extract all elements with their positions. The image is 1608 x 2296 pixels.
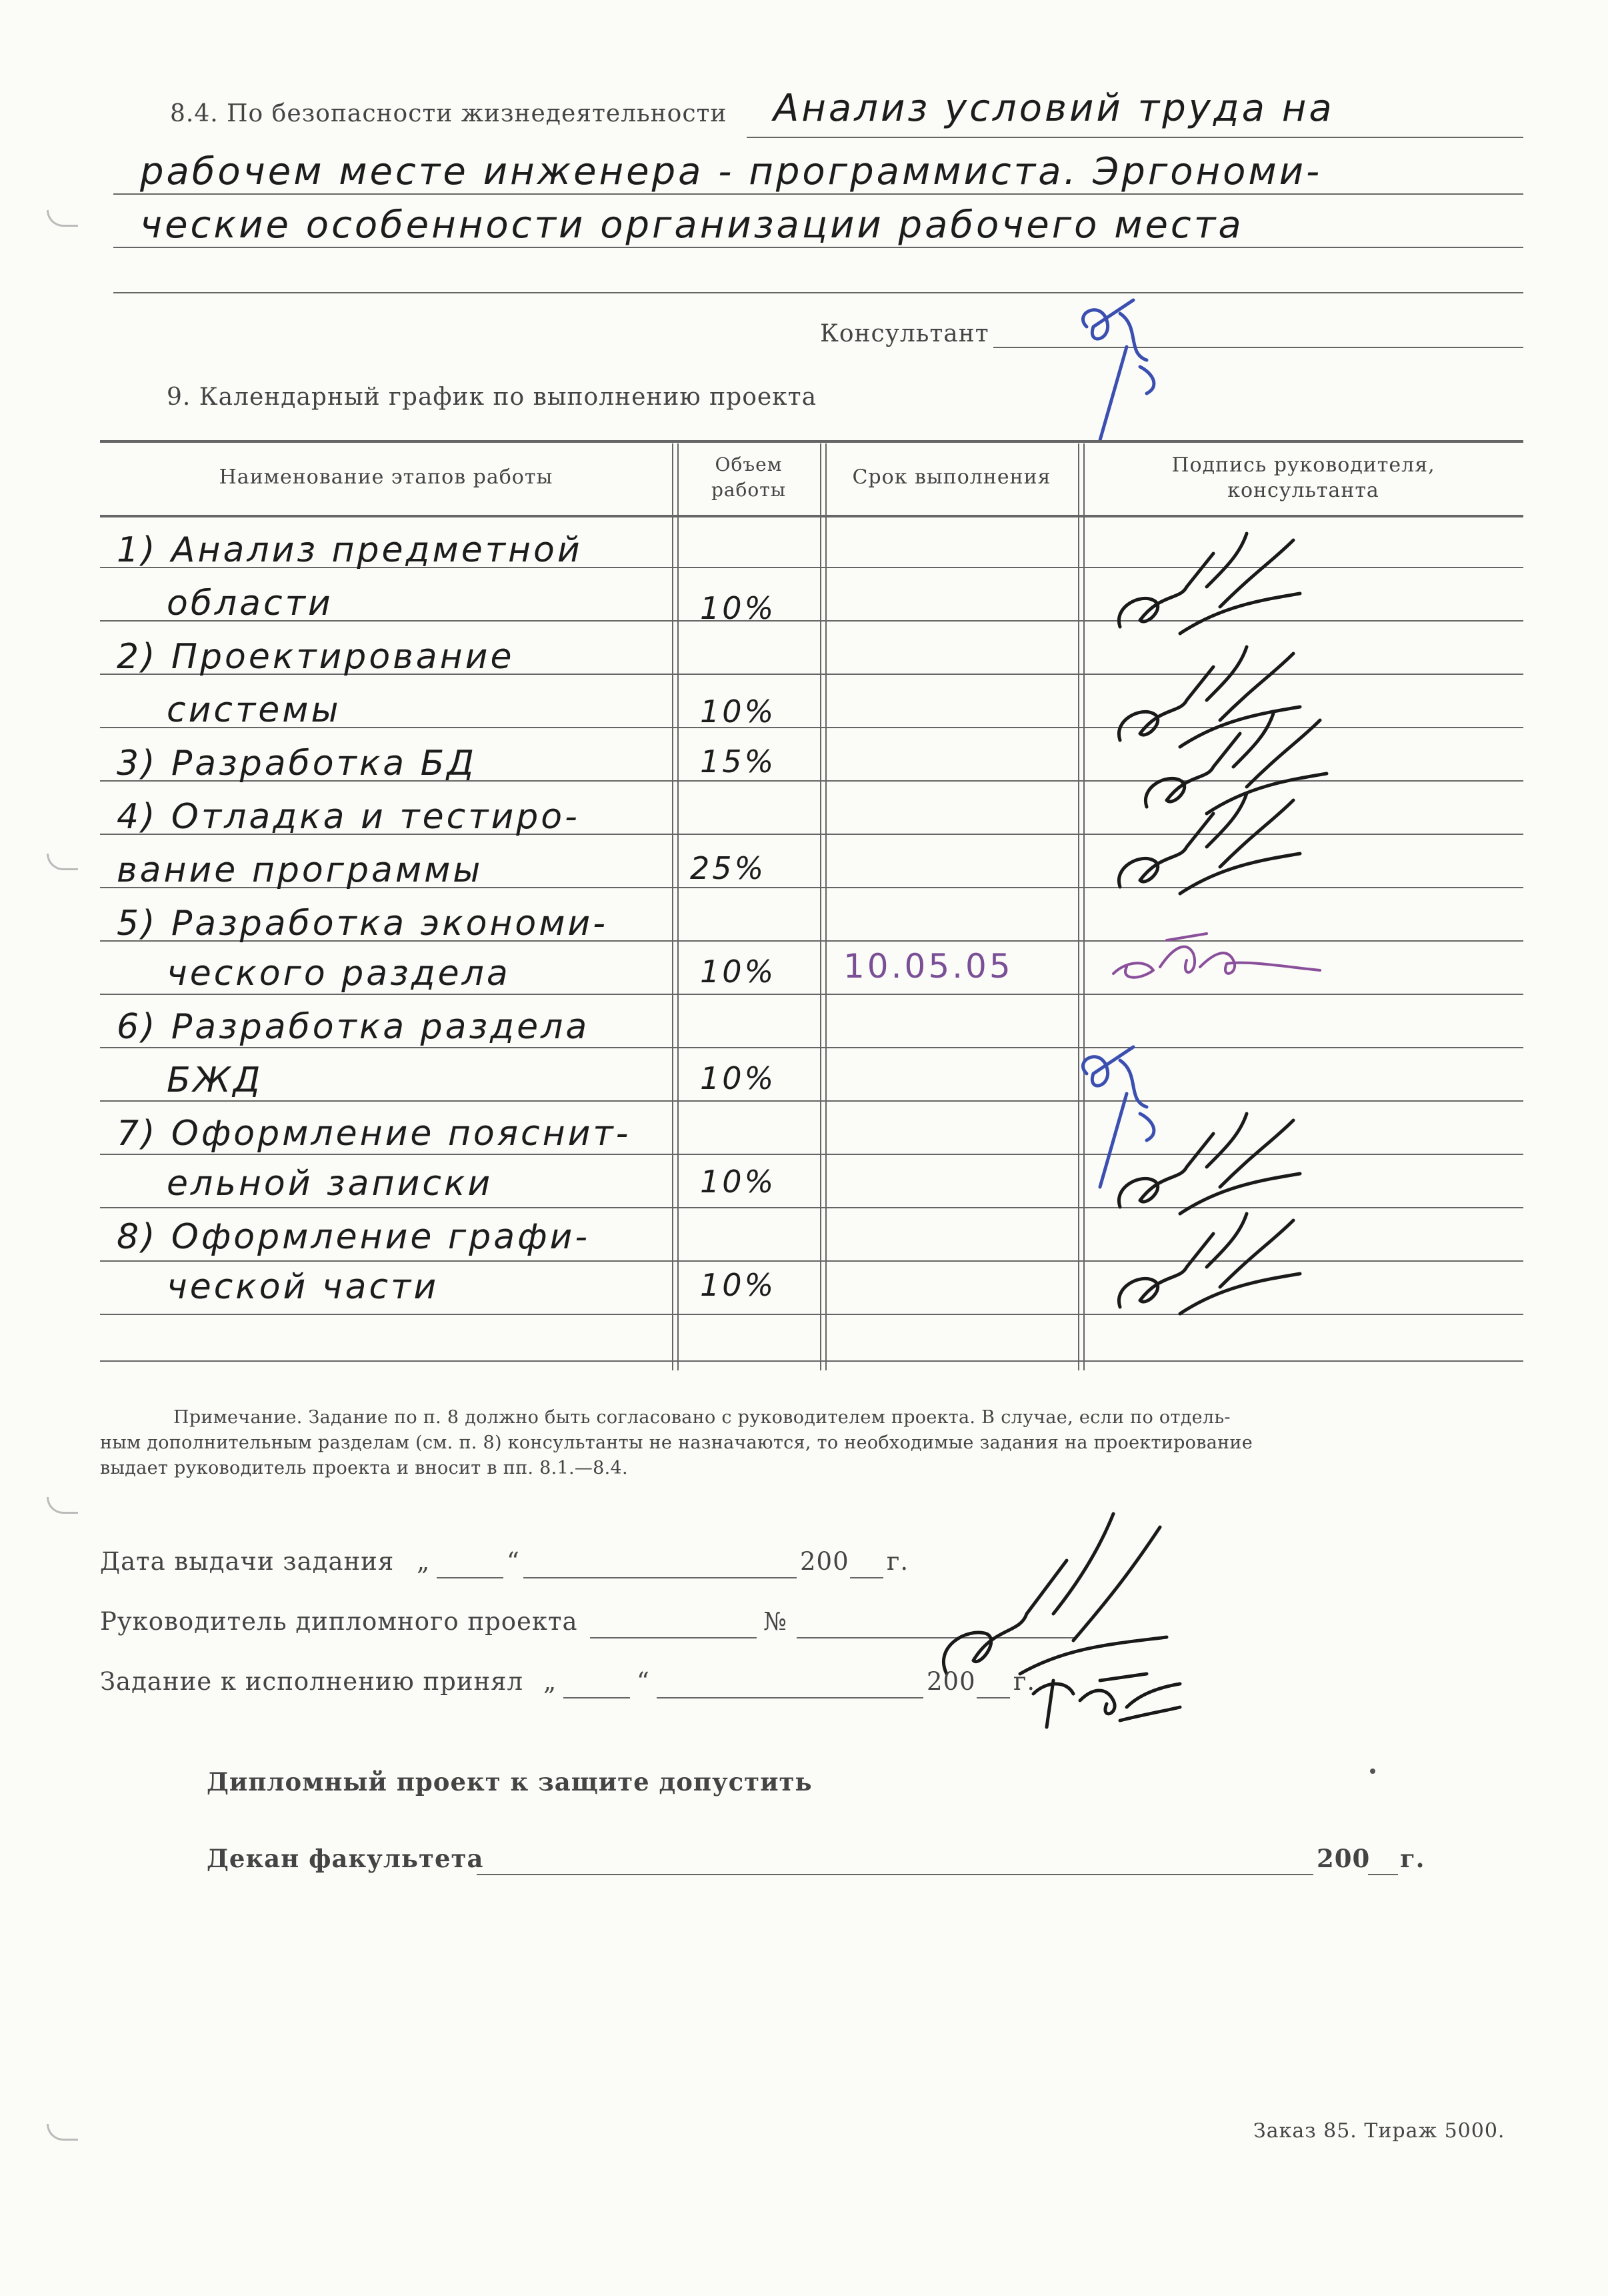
stage-6-line-1: 6) Разработка раздела [117,1007,590,1047]
dean-line [477,1874,1313,1875]
dean-year-suffix: г. [1400,1844,1425,1873]
supervisor-number-sign: № [763,1607,788,1636]
stage-8-volume: 10% [700,1267,777,1303]
punch-hole-4 [47,2124,78,2141]
issue-date-quote-open: „ [417,1547,431,1576]
issue-date-year-line [850,1577,883,1578]
row-rule [100,1360,1523,1362]
accepted-quote-close: “ [637,1667,650,1696]
stage-1-line-1: 1) Анализ предметной [117,530,583,570]
header-volume-1: Объем [715,453,783,475]
note-line-1: Примечание. Задание по п. 8 должно быть согласовано с руководителем проекта. В случае, если по отдель- [173,1407,1231,1428]
accepted-year-prefix: 200 [927,1667,976,1696]
stage-6-line-2: БЖД [167,1060,263,1100]
supervisor-label: Руководитель дипломного проекта [100,1607,578,1636]
header-sign-2: консультанта [1227,479,1379,502]
stage-5-deadline: 10.05.05 [843,947,1013,986]
issue-date-year-suffix: г. [887,1547,909,1576]
punch-hole-2 [47,854,78,870]
table-col-divider-3b [1083,443,1085,1370]
section-84-underline-1 [747,137,1523,138]
table-col-divider-2b [825,443,827,1370]
supervisor-signature-row-4 [1100,787,1313,920]
row-rule [100,1100,1523,1102]
consultant-label: Консультант [820,320,989,347]
stage-2-volume: 10% [700,694,777,730]
table-top-border [100,440,1523,443]
section-84-label: 8.4. По безопасности жизнедеятельности [170,100,727,127]
stage-6-volume: 10% [700,1060,777,1096]
stage-5-line-2: ческого раздела [167,954,511,994]
accepted-quote-open: „ [543,1667,557,1696]
punch-hole-1 [47,210,78,227]
stage-5-volume: 10% [700,954,777,990]
ink-dot [1370,1769,1375,1774]
stage-1-line-2: области [167,584,333,624]
stage-8-line-1: 8) Оформление графи- [117,1217,591,1257]
stage-7-volume: 10% [700,1164,777,1200]
consultant-signature [1060,287,1193,447]
row-rule [100,1047,1523,1048]
dean-label: Декан факультета [207,1844,484,1873]
issue-date-label: Дата выдачи задания [100,1547,395,1576]
accepted-label: Задание к исполнению принял [100,1667,524,1696]
header-sign-1: Подпись руководителя, [1171,453,1435,477]
student-signature [1027,1654,1187,1741]
issue-date-year-prefix: 200 [800,1547,849,1576]
note-line-3: выдает руководитель проекта и вносит в пп. 8.1.—8.4. [100,1458,628,1478]
issue-date-month-line [523,1577,797,1578]
order-info: Заказ 85. Тираж 5000. [1253,2119,1505,2143]
stage-4-line-2: вание программы [117,850,483,890]
stage-2-line-1: 2) Проектирование [117,637,515,677]
section-84-underline-3 [113,247,1523,248]
stage-7-line-2: ельной записки [167,1164,493,1204]
note-line-2: ным дополнительным разделам (см. п. 8) консультанты не назначаются, то необходимые задания на проектирование [100,1432,1253,1453]
supervisor-signature-row-8 [1100,1207,1313,1340]
economics-consultant-signature [1100,920,1327,1000]
section-84-underline-4 [113,292,1523,293]
dean-year-line [1368,1874,1398,1875]
stage-5-line-1: 5) Разработка экономи- [117,904,608,944]
table-col-divider-3 [1078,443,1079,1370]
dean-year-prefix: 200 [1317,1844,1371,1873]
admit-label: Дипломный проект к защите допустить [207,1767,813,1797]
table-header-bottom [100,515,1523,517]
section-84-hand-line-3: ческие особенности организации рабочего места [140,203,1244,247]
punch-hole-3 [47,1497,78,1514]
stage-4-line-1: 4) Отладка и тестиро- [117,797,580,837]
stage-8-line-2: ческой части [167,1267,439,1307]
accepted-year-line [977,1697,1010,1698]
table-col-divider-2 [820,443,821,1370]
stage-2-line-2: системы [167,690,341,730]
section-84-hand-line-2: рабочем месте инженера - программиста. Эргономи- [140,150,1323,193]
header-volume-2: работы [711,479,787,501]
issue-date-quote-close: “ [507,1547,520,1576]
stage-4-volume: 25% [690,850,767,886]
section-84-underline-2 [113,193,1523,195]
stage-3-line-1: 3) Разработка БД [117,744,477,784]
header-stage: Наименование этапов работы [219,465,553,489]
stage-1-volume: 10% [700,590,777,626]
table-col-divider-1 [672,443,673,1370]
supervisor-line [590,1637,757,1638]
accepted-day-line [563,1697,630,1698]
accepted-month-line [657,1697,923,1698]
section-9-title: 9. Календарный график по выполнению проекта [167,383,817,411]
accepted-year-suffix: г. [1013,1667,1036,1696]
header-deadline: Срок выполнения [852,465,1051,489]
stage-3-volume: 15% [700,744,777,780]
table-col-divider-1b [677,443,679,1370]
section-84-hand-line-1: Анализ условий труда на [773,87,1335,130]
stage-7-line-1: 7) Оформление пояснит- [117,1114,631,1154]
issue-date-day-line [437,1577,503,1578]
